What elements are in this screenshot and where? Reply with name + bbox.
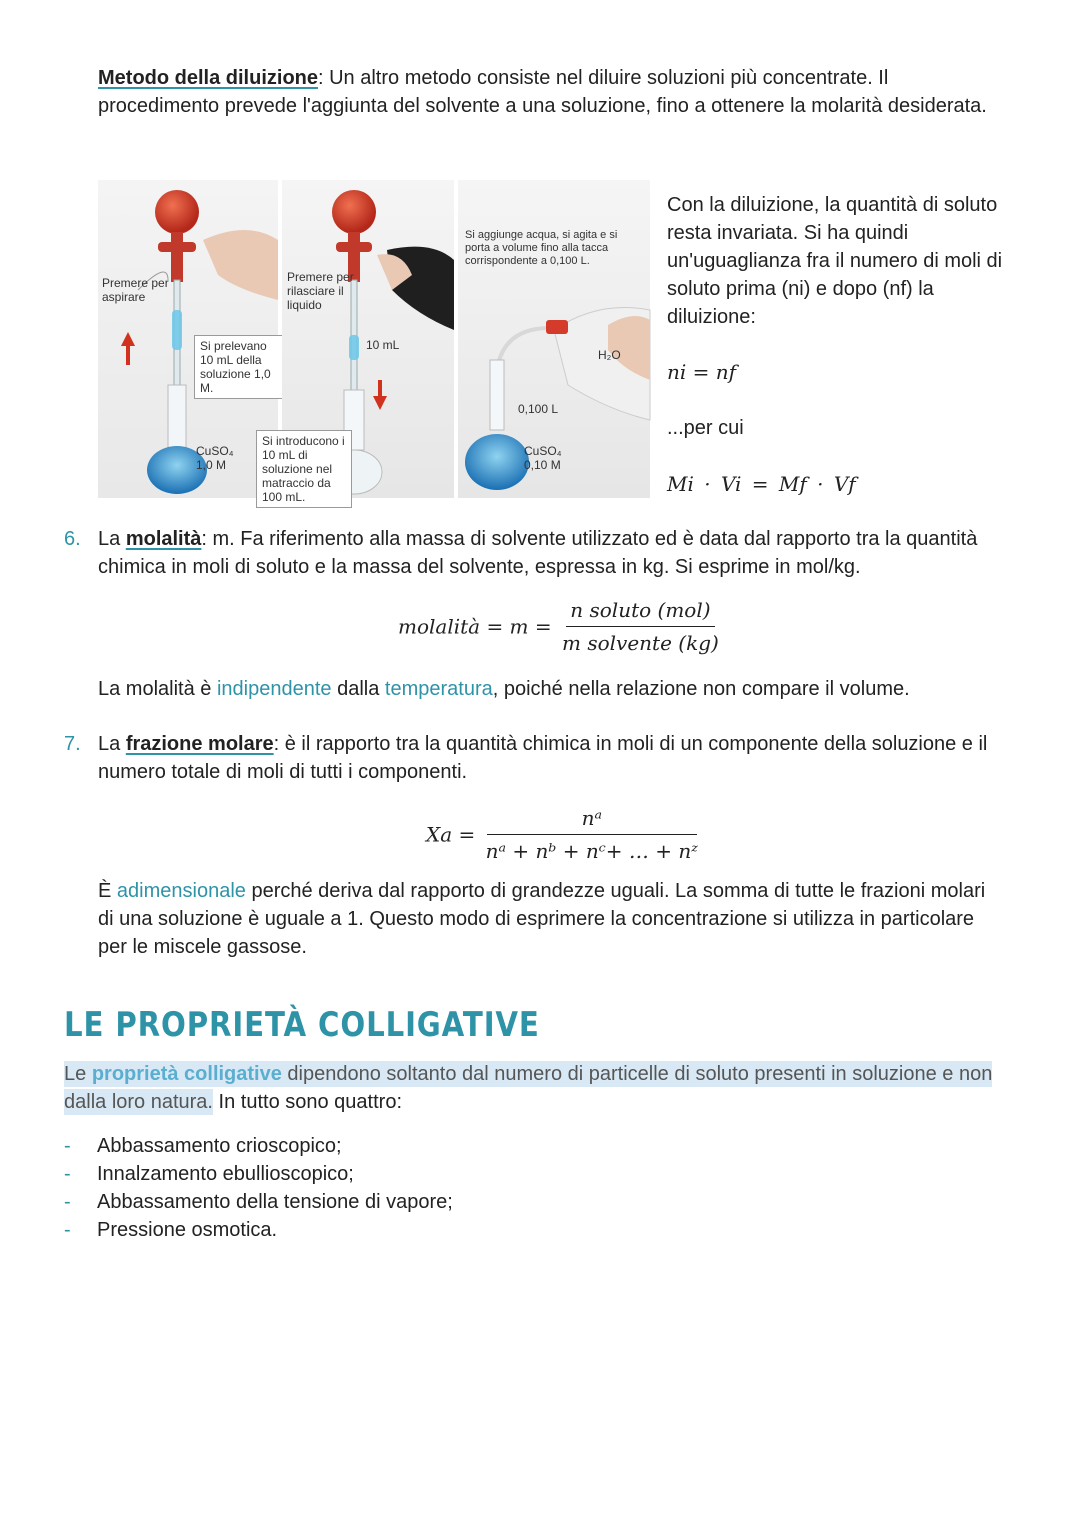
figure-panel-release (262, 180, 454, 504)
item6-term: molalità (125, 528, 202, 550)
per-cui-text: ...per cui (667, 417, 744, 439)
item7-paragraph (98, 730, 1018, 786)
item7-note-dimensionless: adimensionale (116, 880, 246, 902)
label-withdraw-10ml: Si prelevano 10 mL della soluzione 1,0 M. (194, 335, 288, 399)
figure-panel-aspirate (98, 180, 278, 498)
label-0100l-mark: 0,100 L (518, 402, 559, 416)
label-press-to-aspirate: Premere per aspirare (102, 276, 169, 304)
dilution-side-text: Con la diluizione, la quantità di soluto resta invariata. Si ha quindi un'uguaglianza fra il numero di moli di soluto prima (ni) e dopo (nf) la diluizione: (667, 194, 1003, 328)
item7-note-pre: È (98, 880, 117, 902)
label-introduce-10ml: Si introducono i 10 mL di soluzione nel matraccio da 100 mL. (256, 430, 352, 508)
item6-note-pre: La molalità è (98, 678, 217, 700)
figure-panel-add-water (458, 180, 650, 498)
item7-term: frazione molare (125, 733, 274, 755)
molality-numerator: n soluto (mol) (566, 596, 714, 627)
dilution-title: Metodo della diluizione (98, 67, 318, 89)
label-cuso4-1m: CuSO₄ 1,0 M (196, 444, 234, 472)
item6-number: 6. (64, 528, 81, 550)
label-h2o-bottle: H₂O (598, 348, 621, 362)
colligative-intro-highlight (64, 1061, 992, 1115)
colligative-intro-term: proprietà colligative (91, 1063, 282, 1085)
colligative-intro-pre: Le (64, 1063, 92, 1085)
list-item: - Innalzamento ebullioscopico; (64, 1160, 453, 1188)
item6-note-post: , poiché nella relazione non compare il volume. (492, 678, 910, 700)
item6-note-temperature: temperatura (384, 678, 493, 700)
item7-note (98, 877, 998, 961)
label-cuso4-010m: CuSO₄ 0,10 M (524, 444, 562, 472)
label-press-to-release: Premere per rilasciare il liquido (287, 270, 354, 312)
equation-ni-nf: ni = nf (667, 360, 737, 384)
molality-formula (398, 596, 723, 657)
molality-fraction (558, 596, 723, 657)
item6-paragraph (98, 525, 998, 581)
mole-fraction-formula (426, 804, 702, 865)
item7-text: : è il rapporto tra la quantità chimica in moli di un componente della soluzione e il numero totale di moli di tutti i componenti. (98, 733, 988, 783)
colligative-intro-post: In tutto sono quattro: (212, 1091, 402, 1113)
item6-note-independent: indipendente (216, 678, 332, 700)
colligative-intro-hl: dipendono soltanto dal numero di particelle di soluto presenti in soluzione e non dalla loro natura. (64, 1063, 993, 1113)
item7-note-post: perché deriva dal rapporto di grandezze uguali. La somma di tutte le frazioni molari di una soluzione è uguale a 1. Questo modo di esprimere la concentrazione si utilizza in particolare per le miscele gassose. (98, 880, 986, 958)
item6-pre: La (98, 528, 126, 550)
dilution-paragraph (98, 64, 998, 120)
equation-mivi-mfvf: Mi · Vi = Mf · Vf (667, 472, 856, 496)
item6-note-mid: dalla (331, 678, 385, 700)
mole-fraction-numerator: nᵃ (487, 804, 697, 835)
item7-pre: La (98, 733, 126, 755)
list-item: - Pressione osmotica. (64, 1216, 453, 1244)
molality-formula-lhs: molalità = m = (398, 614, 552, 639)
colligative-list (64, 1132, 453, 1244)
item7-number: 7. (64, 733, 81, 755)
dilution-text: : Un altro metodo consiste nel diluire soluzioni più concentrate. Il procedimento prevede l'aggiunta del solvente a una soluzione, fino a ottenere la molarità desiderata. (98, 67, 987, 117)
list-item: - Abbassamento crioscopico; (64, 1132, 453, 1160)
item6-note (98, 675, 998, 703)
molality-denominator: m solvente (kg) (562, 631, 719, 655)
list-item: - Abbassamento della tensione di vapore; (64, 1188, 453, 1216)
colligative-intro (64, 1060, 1014, 1116)
mole-fraction-fraction (482, 804, 702, 865)
section-heading-colligative: LE PROPRIETÀ COLLIGATIVE (64, 1005, 540, 1045)
label-10ml-mark: 10 mL (366, 338, 400, 352)
label-add-water: Si aggiunge acqua, si agita e si porta a volume fino alla tacca corrispondente a 0,100 L. (465, 229, 618, 267)
mole-fraction-lhs: Xa = (426, 822, 476, 847)
mole-fraction-denominator: nᵃ + nᵇ + nᶜ+ … + nᶻ (485, 839, 698, 863)
item6-text: : m. Fa riferimento alla massa di solvente utilizzato ed è data dal rapporto tra la quantità chimica in moli di soluto e la massa del solvente, espressa in kg. Si esprime in mol/kg. (98, 528, 978, 578)
